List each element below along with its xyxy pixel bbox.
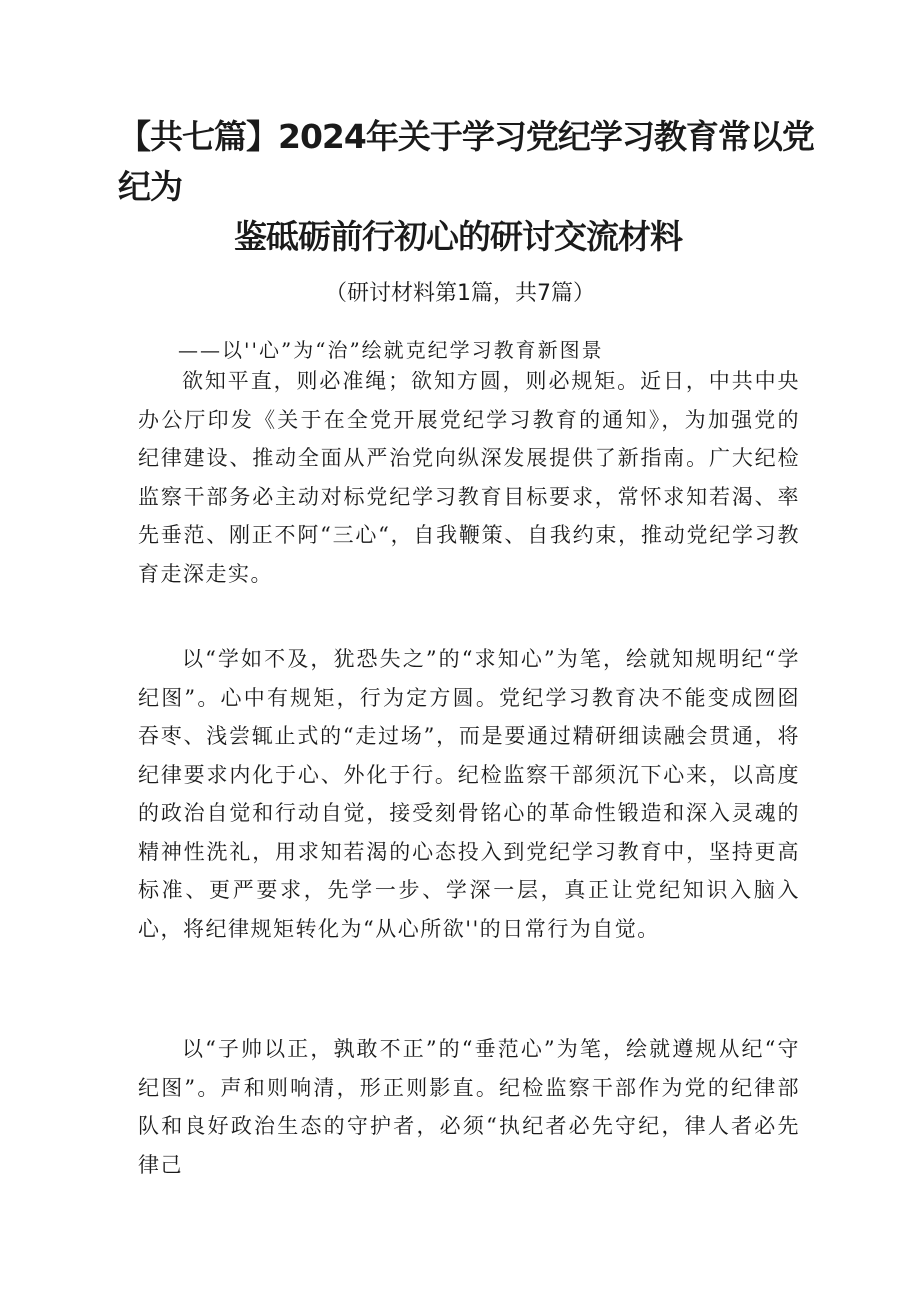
title-line-1: 【共七篇】2024年关于学习党纪学习教育常以党纪为 <box>118 117 814 206</box>
document-subheading: ——以''心”为“治”绘就克纪学习教育新图景 <box>178 338 604 362</box>
paragraph-1: 欲知平直，则必准绳；欲知方圆，则必规矩。近日，中共中央办公厅印发《关于在全党开展党纪学习教育的通知》，为加强党的纪律建设、推动全面从严治党向纵深发展提供了新指南。广大纪检监察干部务必主动对标党纪学习教育目标要求，常怀求知若渴、率先垂范、刚正不阿“三心“，自我鞭策、自我约束，推动党纪学习教育走深走实。 <box>138 369 800 586</box>
title-line-2: 鉴砥砺前行初心的研讨交流材料 <box>234 217 682 256</box>
paragraph-3: 以“子帅以正，孰敢不正”的“垂范心”为笔，绘就遵规从纪“守纪图”。声和则响清，形正则影直。纪检监察干部作为党的纪律部队和良好政治生态的守护者，必须“执纪者必先守纪，律人者必先律己 <box>138 1037 800 1177</box>
document-title <box>118 112 818 262</box>
paragraph-2: 以“学如不及，犹恐失之”的“求知心”为笔，绘就知规明纪“学纪图”。心中有规矩，行为定方圆。党纪学习教育决不能变成囫囵吞枣、浅尝辄止式的“走过场”，而是要通过精研细读融会贯通，将纪律要求内化于心、外化于行。纪检监察干部须沉下心来，以高度的政治自觉和行动自觉，接受刻骨铭心的革命性锻造和深入灵魂的精神性洗礼，用求知若渴的心态投入到党纪学习教育中，坚持更高标准、更严要求，先学一步、学深一层，真正让党纪知识入脑入心，将纪律规矩转化为“从心所欲''的日常行为自觉。 <box>138 647 800 941</box>
document-subtitle: （研讨材料第1篇，共7篇） <box>325 281 595 306</box>
